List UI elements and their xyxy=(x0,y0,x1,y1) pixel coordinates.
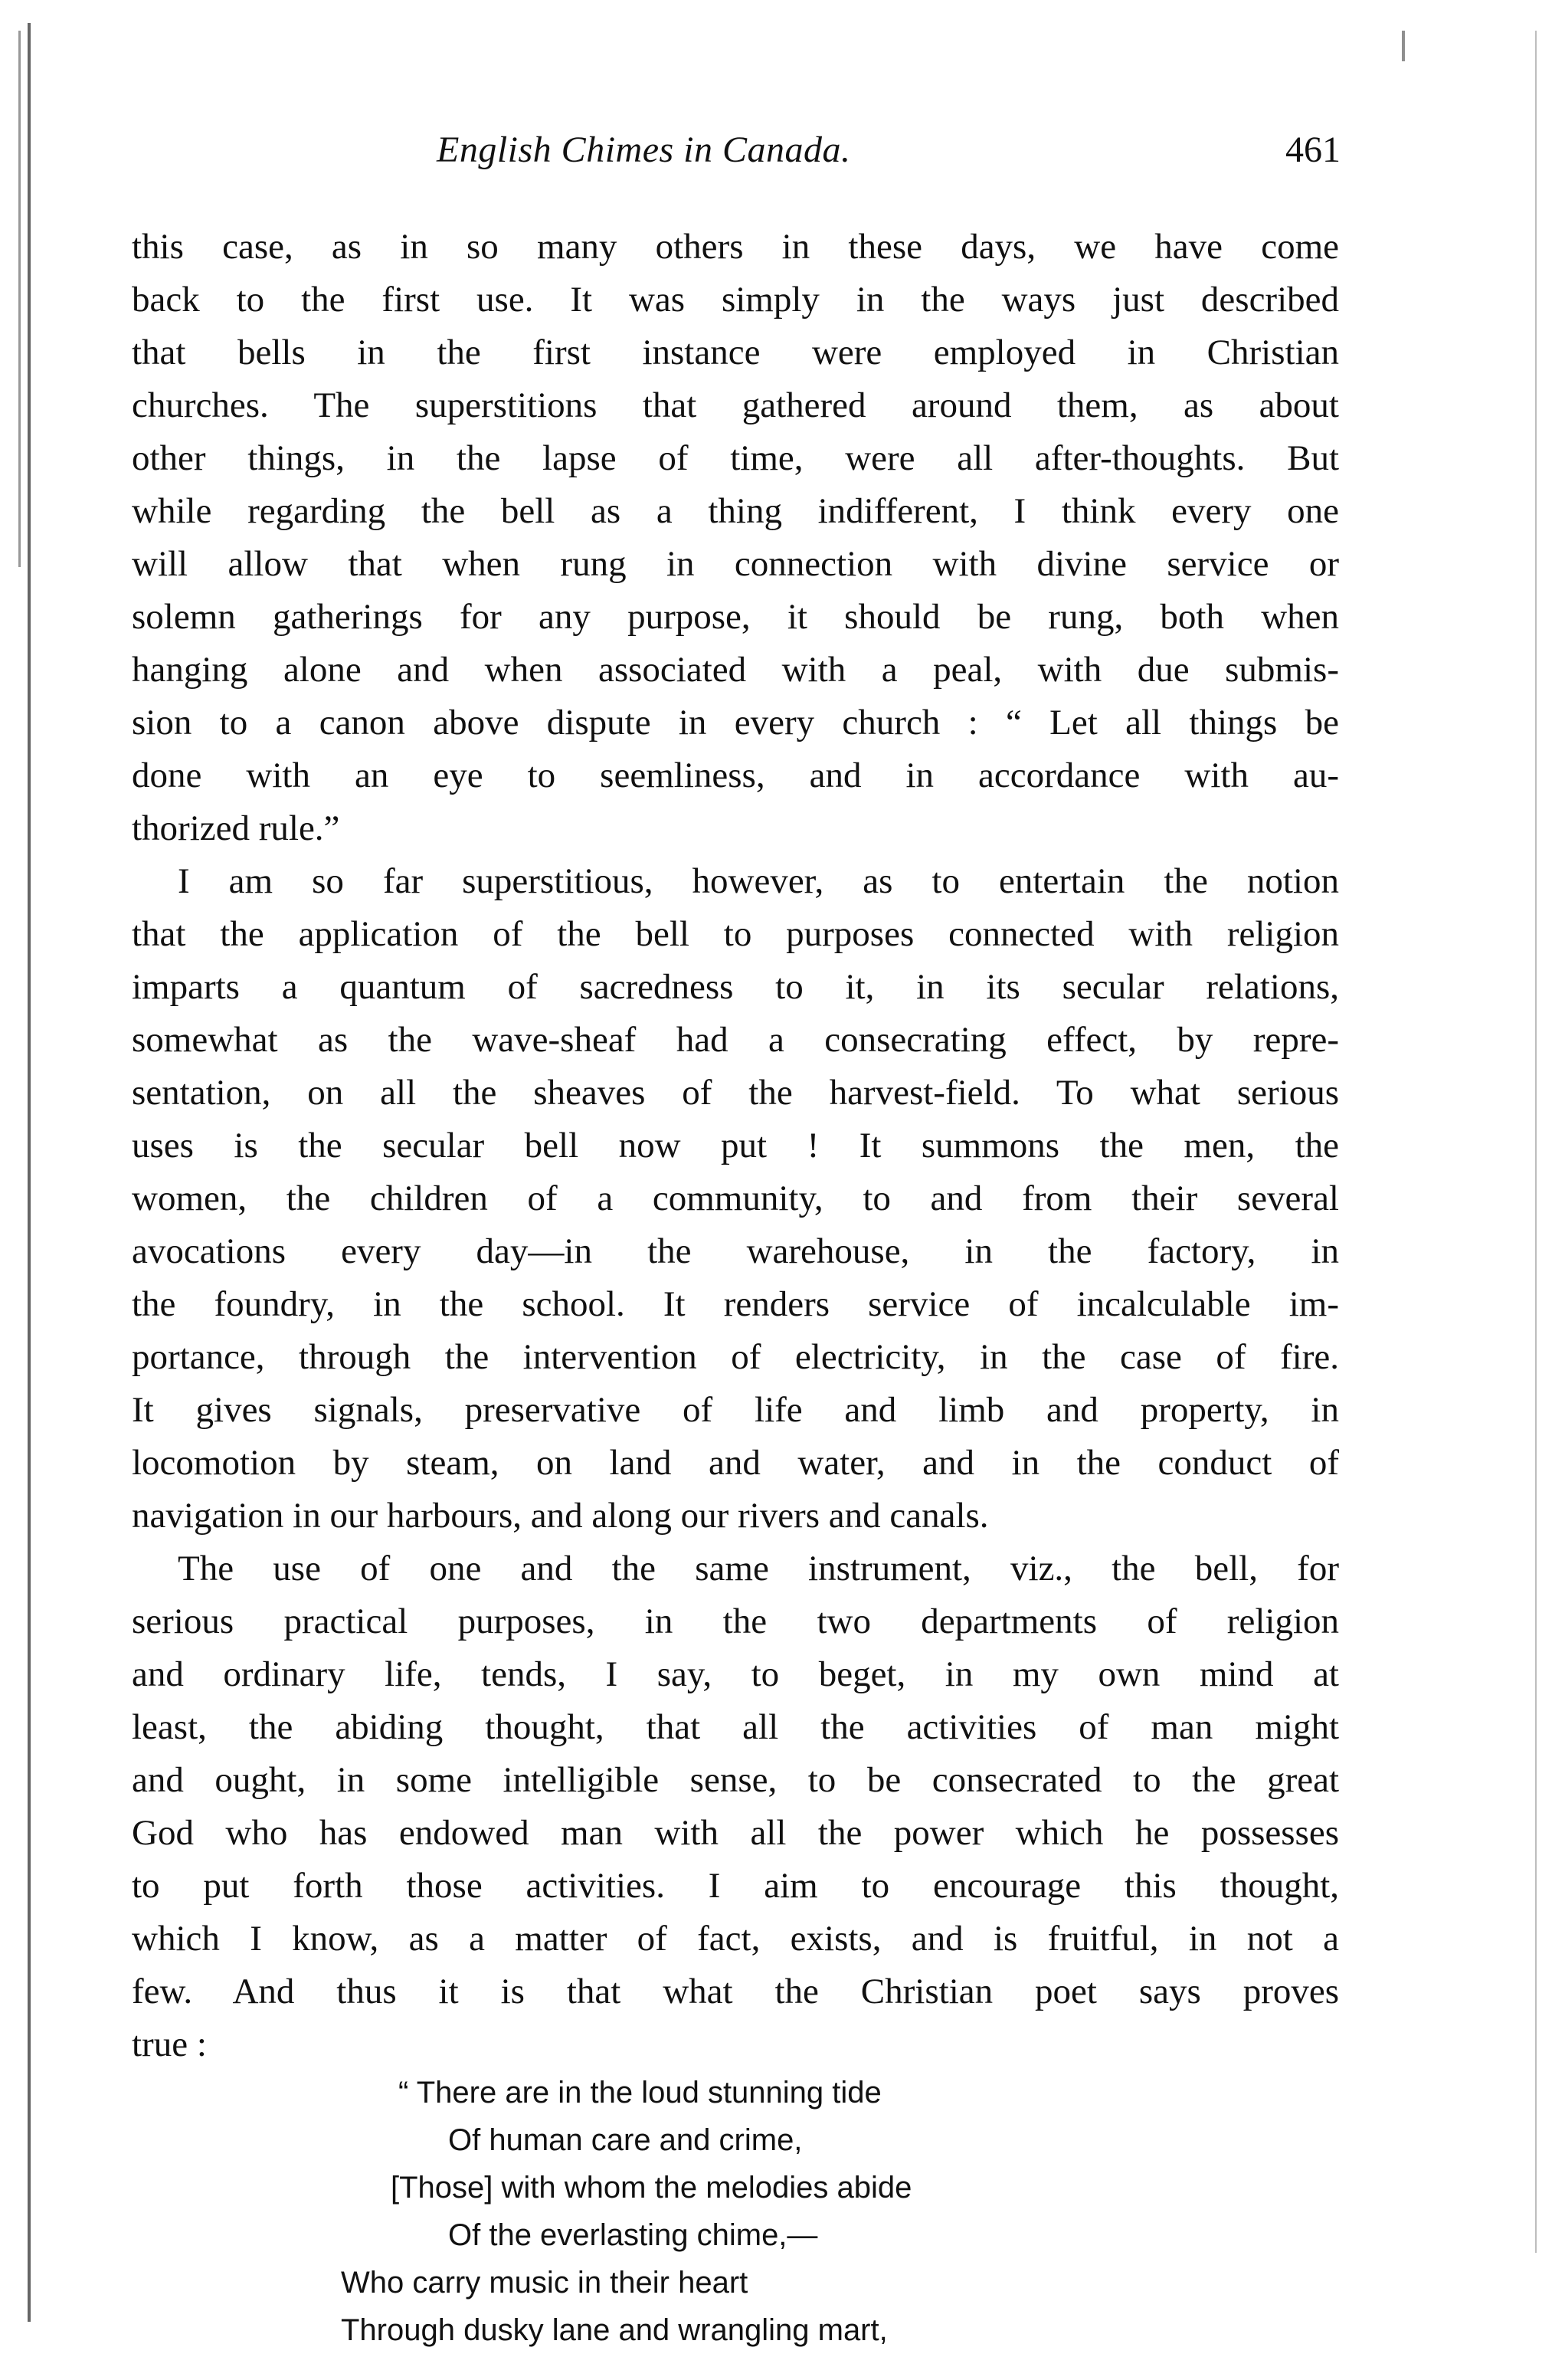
text-line: will allow that when rung in connection with divine service or xyxy=(132,544,1339,584)
page-header xyxy=(130,129,1341,182)
text-line: I am so far superstitious, however, as to entertain the notion xyxy=(178,861,1339,901)
text-line: The use of one and the same instrument, viz., the bell, for xyxy=(178,1549,1339,1588)
text-line: back to the first use. It was simply in the ways just described xyxy=(132,280,1339,320)
scan-speck xyxy=(1402,31,1405,61)
page-number: 461 xyxy=(1285,129,1341,170)
text-line: to put forth those activities. I aim to encourage this thought, xyxy=(132,1866,1339,1906)
text-line: that the application of the bell to purposes connected with religion xyxy=(132,914,1339,954)
text-line: sentation, on all the sheaves of the harvest-field. To what serious xyxy=(132,1073,1339,1113)
poem-line: Through dusky lane and wrangling mart, xyxy=(341,2313,888,2347)
text-line: solemn gatherings for any purpose, it should be rung, both when xyxy=(132,597,1339,637)
text-line: and ordinary life, tends, I say, to beget, in my own mind at xyxy=(132,1654,1339,1694)
text-line: portance, through the intervention of electricity, in the case of fire. xyxy=(132,1337,1339,1377)
poem-line: “ There are in the loud stunning tide xyxy=(398,2076,882,2110)
text-line: serious practical purposes, in the two departments of religion xyxy=(132,1601,1339,1641)
scan-edge-line xyxy=(28,23,31,2322)
text-line: that bells in the first instance were employed in Christian xyxy=(132,333,1339,372)
text-line: few. And thus it is that what the Christian poet says proves xyxy=(132,1972,1339,2011)
text-line: avocations every day—in the warehouse, in the factory, in xyxy=(132,1231,1339,1271)
body-text xyxy=(132,221,1339,2071)
text-line: women, the children of a community, to and from their several xyxy=(132,1179,1339,1218)
text-line: which I know, as a matter of fact, exists, and is fruitful, in not a xyxy=(132,1919,1339,1959)
text-line: sion to a canon above dispute in every church : “ Let all things be xyxy=(132,703,1339,743)
text-line: the foundry, in the school. It renders service of incalculable im- xyxy=(132,1284,1339,1324)
text-line: and ought, in some intelligible sense, to be consecrated to the great xyxy=(132,1760,1339,1800)
text-line: true : xyxy=(132,2024,207,2064)
poem-line: Who carry music in their heart xyxy=(341,2266,748,2300)
running-title: English Chimes in Canada. xyxy=(437,129,851,170)
scan-edge-line-secondary xyxy=(18,31,21,567)
text-line: other things, in the lapse of time, were all after-thoughts. But xyxy=(132,438,1339,478)
text-line: navigation in our harbours, and along our rivers and canals. xyxy=(132,1496,989,1536)
text-line: imparts a quantum of sacredness to it, in its secular relations, xyxy=(132,967,1339,1007)
text-line: thorized rule.” xyxy=(132,808,340,848)
poem-line: [Those] with whom the melodies abide xyxy=(391,2171,912,2205)
poem-line: Of the everlasting chime,— xyxy=(448,2218,818,2252)
text-line: somewhat as the wave-sheaf had a consecrating effect, by repre- xyxy=(132,1020,1339,1060)
text-line: God who has endowed man with all the power which he possesses xyxy=(132,1813,1339,1853)
text-line: done with an eye to seemliness, and in accordance with au- xyxy=(132,756,1339,795)
text-line: It gives signals, preservative of life and limb and property, in xyxy=(132,1390,1339,1430)
text-line: locomotion by steam, on land and water, and in the conduct of xyxy=(132,1443,1339,1483)
text-line: hanging alone and when associated with a peal, with due submis- xyxy=(132,650,1339,690)
poem-line: Of human care and crime, xyxy=(448,2123,803,2157)
scan-edge-line-right xyxy=(1535,31,1537,2253)
text-line: churches. The superstitions that gathered around them, as about xyxy=(132,385,1339,425)
text-line: while regarding the bell as a thing indifferent, I think every one xyxy=(132,491,1339,531)
text-line: this case, as in so many others in these days, we have come xyxy=(132,227,1339,267)
text-line: least, the abiding thought, that all the activities of man might xyxy=(132,1707,1339,1747)
poem-quotation xyxy=(130,2069,1341,2354)
text-line: uses is the secular bell now put ! It summons the men, the xyxy=(132,1126,1339,1165)
